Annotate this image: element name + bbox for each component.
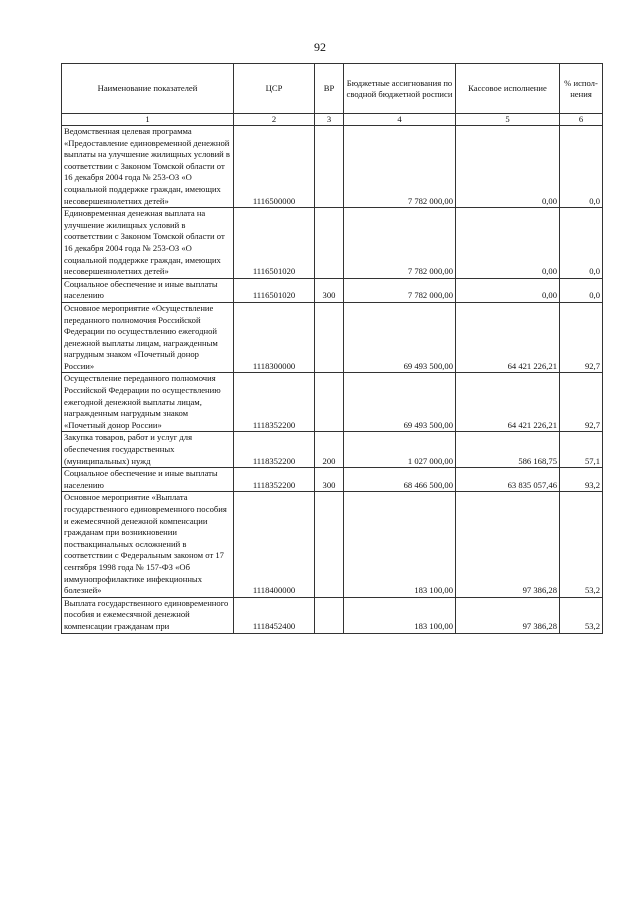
row-pct: 0,0 [560,208,603,279]
col-header-cash: Кассовое исполнение [456,64,560,114]
row-name: Осуществление переданного полномочия Российской Федерации по осуществлению ежегодной денежной выплаты лицам, награжденным нагрудным знаком «Почетный донор России» [64,373,221,430]
row-cash: 64 421 226,21 [456,302,560,373]
row-cash: 63 835 057,46 [456,468,560,492]
row-pct: 53,2 [560,597,603,633]
row-name-cell [62,126,234,208]
col-number: 3 [315,114,344,126]
row-name: Закупка товаров, работ и услуг для обеспечения государственных (муниципальных) нужд [64,432,193,466]
col-number: 5 [456,114,560,126]
row-name: Выплата государственного единовременного пособия и ежемесячной денежной компенсации гражданам при [64,597,229,631]
row-budget: 69 493 500,00 [344,302,456,373]
row-budget: 183 100,00 [344,597,456,633]
col-number: 6 [560,114,603,126]
row-name-cell [62,208,234,279]
row-budget: 68 466 500,00 [344,468,456,492]
table-row [62,597,603,633]
col-number: 1 [62,114,234,126]
row-pct: 0,0 [560,126,603,208]
row-name-cell [62,302,234,373]
row-name-cell [62,468,234,492]
row-cash: 97 386,28 [456,492,560,597]
row-pct: 93,2 [560,468,603,492]
row-vr [315,208,344,279]
row-vr: 300 [315,468,344,492]
row-vr [315,302,344,373]
row-csr: 1118352200 [234,468,315,492]
row-csr: 1118300000 [234,302,315,373]
row-csr: 1118400000 [234,492,315,597]
page-number: 92 [314,40,326,54]
budget-execution-table [61,63,603,634]
row-name-cell [62,492,234,597]
table-row [62,126,603,208]
column-number-row [62,114,603,126]
row-vr [315,126,344,208]
row-vr [315,492,344,597]
row-cash: 0,00 [456,208,560,279]
row-csr: 1118352200 [234,373,315,432]
row-csr: 1116500000 [234,126,315,208]
row-csr: 1118452400 [234,597,315,633]
row-name-cell [62,432,234,468]
row-pct: 92,7 [560,373,603,432]
table-row [62,278,603,302]
col-number: 2 [234,114,315,126]
col-header-pct: % испол-нения [560,64,603,114]
row-name-cell [62,373,234,432]
table-row [62,468,603,492]
table-row [62,302,603,373]
row-csr: 1118352200 [234,432,315,468]
row-vr: 300 [315,278,344,302]
row-name-cell [62,278,234,302]
row-pct: 0,0 [560,278,603,302]
header-row [62,64,603,114]
row-cash: 0,00 [456,278,560,302]
row-budget: 7 782 000,00 [344,126,456,208]
row-pct: 53,2 [560,492,603,597]
col-header-name: Наименование показателей [62,64,234,114]
row-cash: 0,00 [456,126,560,208]
row-budget: 7 782 000,00 [344,278,456,302]
row-vr: 200 [315,432,344,468]
row-name-cell [62,597,234,633]
table-row [62,492,603,597]
row-name: Единовременная денежная выплата на улучшение жилищных условий в соответствии с Законом Томской области от 16 декабря 2004 года № 253-ОЗ «О социальной поддержке граждан, имеющих несовершеннолетних детей» [64,208,225,277]
row-csr: 1116501020 [234,278,315,302]
row-cash: 64 421 226,21 [456,373,560,432]
row-pct: 92,7 [560,302,603,373]
table-row [62,373,603,432]
table-row [62,208,603,279]
col-header-vr: ВР [315,64,344,114]
col-header-csr: ЦСР [234,64,315,114]
row-vr [315,373,344,432]
col-header-budget: Бюджетные ассигнования по сводной бюджетной росписи [344,64,456,114]
row-name: Основное мероприятие «Выплата государственного единовременного пособия и ежемесячной денежной компенсации гражданам при возникновении поствакцинальных осложнений в соответствии с Федеральным законом от 17 сентября 1998 года № 157-ФЗ «Об иммунопрофилактике инфекционных болезней» [64,492,227,596]
row-name: Ведомственная целевая программа «Предоставление единовременной денежной выплаты на улучшение жилищных условий в соответствии с Законом Томской области от 16 декабря 2004 года № 253-ОЗ «О социальной поддержке граждан, имеющих несовершеннолетних детей» [64,126,230,206]
row-budget: 183 100,00 [344,492,456,597]
row-cash: 97 386,28 [456,597,560,633]
row-csr: 1116501020 [234,208,315,279]
row-name: Социальное обеспечение и иные выплаты населению [64,278,218,301]
table-row [62,432,603,468]
row-vr [315,597,344,633]
row-budget: 1 027 000,00 [344,432,456,468]
col-number: 4 [344,114,456,126]
row-name: Основное мероприятие «Осуществление переданного полномочия Российской Федерации по осуществлению ежегодной денежной выплаты лицам, награжденным нагрудным знаком «Почетный донор России» [64,302,218,371]
row-pct: 57,1 [560,432,603,468]
row-budget: 69 493 500,00 [344,373,456,432]
row-cash: 586 168,75 [456,432,560,468]
row-budget: 7 782 000,00 [344,208,456,279]
row-name: Социальное обеспечение и иные выплаты населению [64,468,218,490]
